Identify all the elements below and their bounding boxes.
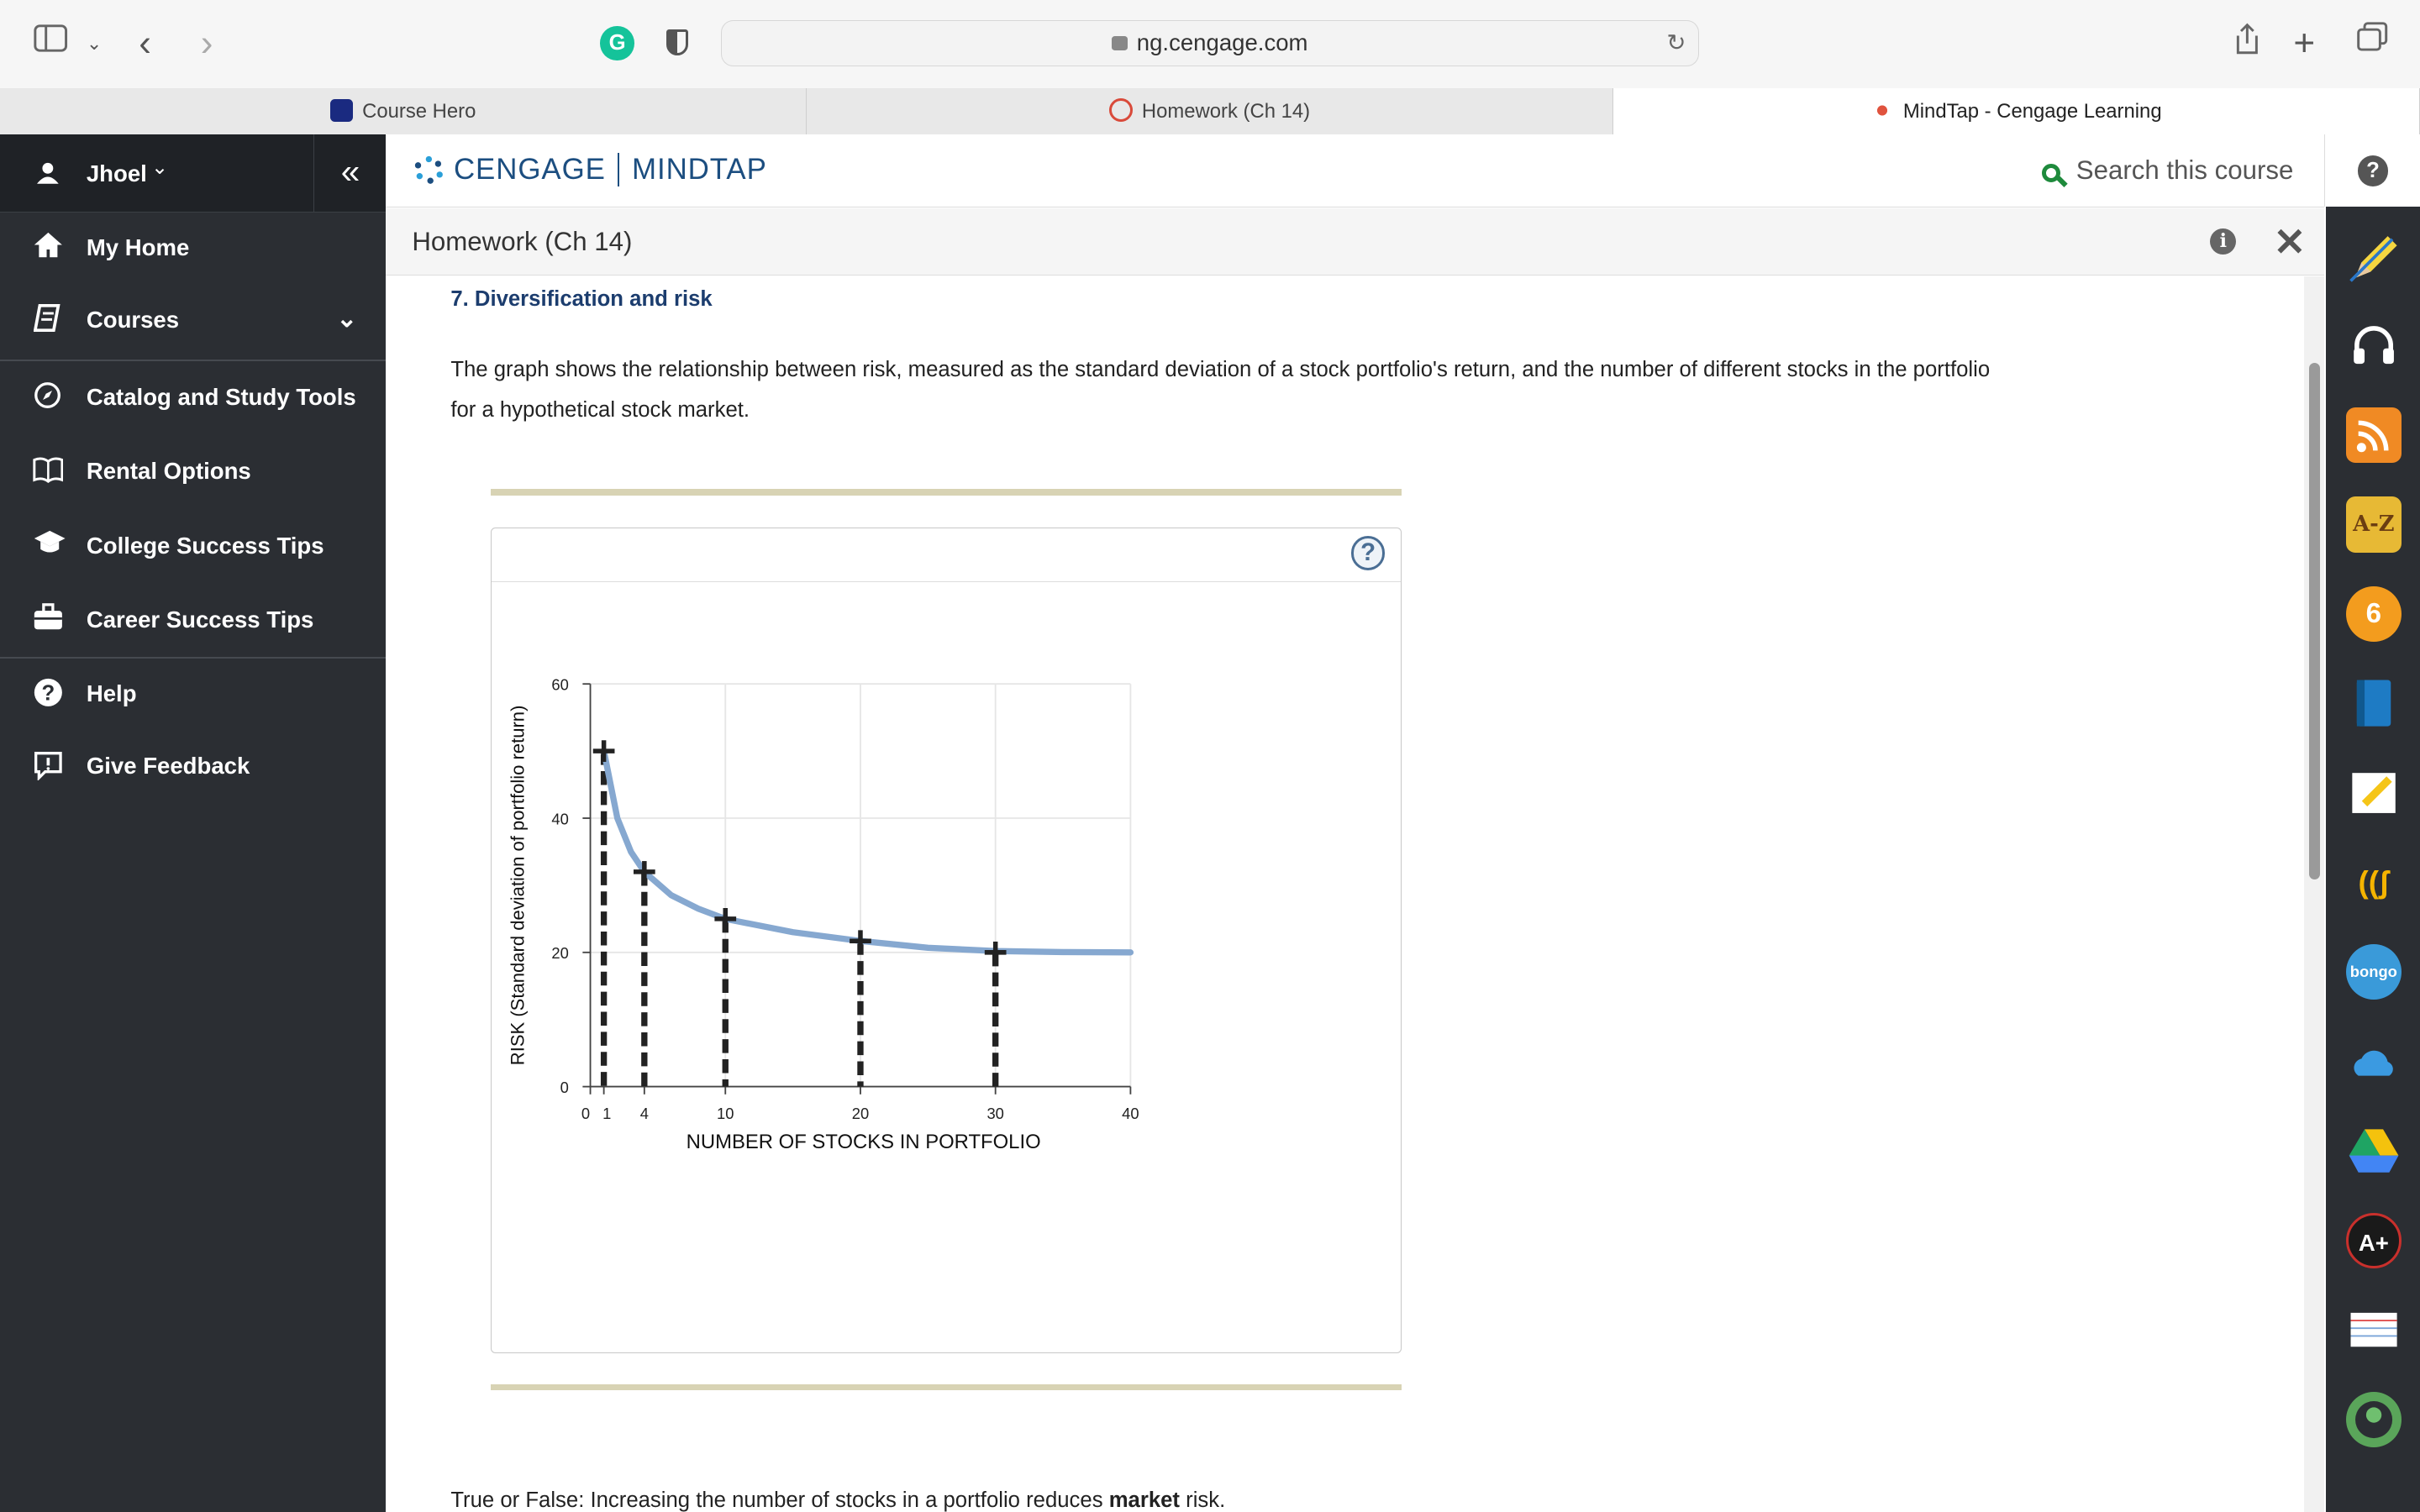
mindtap-icon [1870,99,1894,123]
notepad-icon[interactable] [2346,765,2402,821]
grammarly-icon[interactable]: G [600,26,634,60]
x-tick-label: 0 [581,1104,591,1122]
sidebar-item-career-tips[interactable]: Career Success Tips [0,590,386,651]
browser-toolbar [0,0,2420,89]
user-menu[interactable] [0,134,386,213]
graph-panel [491,528,1402,1353]
forward-icon[interactable]: › [200,22,213,64]
user-name: Jhoel [86,160,147,186]
question-title: 7. Diversification and risk [450,286,713,311]
sidebar-item-feedback[interactable]: Give Feedback [0,736,386,797]
help-button[interactable] [2324,134,2420,207]
back-icon[interactable]: ‹ [139,22,151,64]
course-search[interactable] [2042,155,2293,186]
chevron-down-icon[interactable]: ⌄ [336,304,358,333]
pencil-icon[interactable] [2346,228,2402,284]
help-circle-icon [33,677,64,708]
rss-icon[interactable] [2346,407,2402,463]
x-tick-label: 10 [717,1104,734,1122]
cengage-logo-icon [413,155,445,186]
search-placeholder: Search this course [2075,155,2294,186]
sidebar-item-college-tips[interactable]: College Success Tips [0,515,386,576]
feedback-icon [33,750,64,781]
cloud-icon[interactable] [2346,1034,2402,1089]
search-icon [2042,164,2060,182]
x-tick-label: 40 [1122,1104,1139,1122]
divider [491,1384,1402,1390]
cengage-icon [1109,98,1133,122]
page-title: Homework (Ch 14) [412,226,633,256]
user-icon [37,162,59,190]
lock-icon [1112,36,1127,50]
a-z-icon[interactable]: A-Z [2346,496,2402,552]
x-tick-label: 4 [639,1104,650,1122]
avatar-icon[interactable] [2346,1392,2402,1447]
y-axis-label: RISK (Standard deviation of portfolio return) [507,705,529,1065]
sidebar [0,134,386,1512]
true-false-prompt: True or False: Increasing the number of stocks in a portfolio reduces market risk. [450,1488,1226,1512]
graph-help-icon[interactable]: ? [1351,536,1385,570]
share-icon[interactable] [2232,22,2263,69]
collapse-sidebar-button[interactable]: « [313,134,387,212]
briefcase-icon [33,603,64,634]
scrollbar-thumb[interactable] [2309,363,2320,879]
risk-curve [604,751,1131,953]
svg-text:?: ? [41,681,55,706]
headphones-icon[interactable] [2346,318,2402,373]
sidebar-item-my-home[interactable]: My Home [0,218,386,279]
readspeaker-icon[interactable]: ((ʃ [2358,864,2390,900]
orange-swirl-icon[interactable]: 6 [2346,586,2402,642]
open-book-icon [33,455,64,486]
scrollbar[interactable] [2304,276,2324,1512]
chevron-down-icon: ⌄ [150,156,168,180]
tab-course-hero[interactable]: Course Hero [0,88,807,134]
sidebar-item-catalog[interactable]: Catalog and Study Tools [0,367,386,428]
home-icon [33,231,64,262]
sidebar-item-help[interactable]: ? Help [0,664,386,725]
sidebar-toggle-icon[interactable] [34,22,67,65]
sidebar-item-courses[interactable]: Courses ⌄ [0,290,386,351]
book-icon [33,304,64,335]
chevron-down-icon[interactable]: ⌄ [86,32,103,54]
x-tick-label: 1 [602,1104,612,1122]
tab-overview-icon[interactable] [2355,22,2389,66]
app-dock [2326,207,2420,1512]
y-tick-label: 40 [551,809,569,827]
homework-content [386,276,2304,1512]
app-header [386,134,2324,207]
y-tick-label: 20 [551,943,569,962]
x-tick-label: 20 [851,1104,870,1122]
bongo-icon[interactable]: bongo [2346,944,2402,1000]
graph-header [492,528,1401,581]
help-icon: ? [2358,155,2389,186]
a-plus-icon[interactable]: A+ [2346,1213,2402,1268]
divider [491,489,1402,495]
y-tick-label: 60 [551,675,569,694]
notebook-icon[interactable] [2346,675,2402,731]
tab-mindtap[interactable]: MindTap - Cengage Learning [1613,88,2420,134]
activity-titlebar [386,208,2324,276]
divider [0,657,386,659]
y-tick-label: 0 [560,1078,569,1096]
compass-icon [33,381,64,412]
index-card-icon[interactable] [2346,1302,2402,1357]
google-drive-icon[interactable] [2346,1123,2402,1179]
sidebar-item-rental[interactable]: Rental Options [0,441,386,502]
close-icon[interactable]: ✕ [2273,219,2307,264]
risk-chart[interactable] [492,582,1399,1353]
x-axis-label: NUMBER OF STOCKS IN PORTFOLIO [686,1130,1041,1153]
x-tick-label: 30 [986,1104,1004,1122]
cengage-mindtap-logo[interactable]: CENGAGE MINDTAP [413,153,767,186]
reload-icon[interactable]: ↻ [1666,29,1686,55]
privacy-shield-icon[interactable] [666,29,688,55]
graduation-cap-icon [33,529,64,560]
new-tab-icon[interactable]: + [2293,22,2316,64]
info-icon[interactable]: i [2210,228,2236,255]
question-text: The graph shows the relationship between risk, measured as the standard deviation of a stock portfolio's return, and the number of different stocks in the portfolio for a hypothetical stock market. [450,357,1991,422]
tab-homework[interactable]: Homework (Ch 14) [807,88,1613,134]
address-bar[interactable] [721,20,1699,66]
divider [0,360,386,361]
star-icon [330,99,354,123]
url-text: ng.cengage.com [1136,29,1308,55]
tab-bar [0,88,2420,135]
